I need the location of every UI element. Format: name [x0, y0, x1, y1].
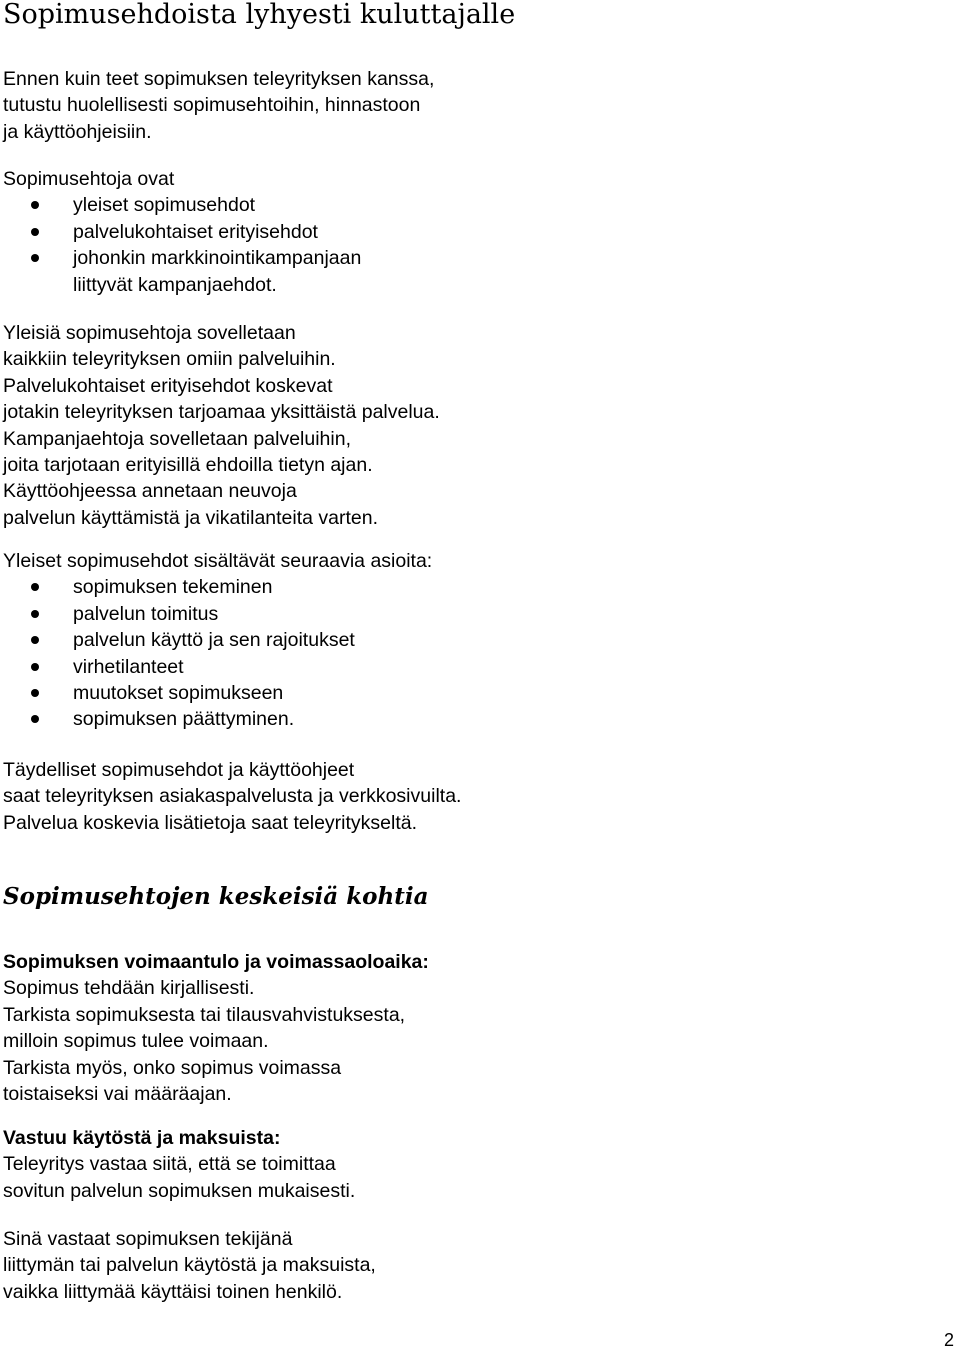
list-item: palvelukohtaiset erityisehdot	[3, 219, 361, 245]
customer-line: liittymän tai palvelun käytöstä ja maksuista,	[3, 1254, 376, 1277]
validity-line: Sopimus tehdään kirjallisesti.	[3, 977, 255, 1000]
intro-paragraph	[3, 66, 434, 145]
list-item-continuation: liittyvät kampanjaehdot.	[73, 273, 277, 296]
bullet-icon	[31, 663, 39, 671]
bullet-icon	[31, 201, 39, 209]
list-item: palvelun toimitus	[3, 601, 432, 627]
general-lead: Yleiset sopimusehdot sisältävät seuraavia asioita:	[3, 550, 433, 572]
list-item: johonkin markkinointikampanjaan	[3, 245, 361, 271]
bullet-icon	[31, 254, 39, 262]
explanation-line: Kampanjaehtoja sovelletaan palveluihin,	[3, 427, 351, 450]
list-item: muutokset sopimukseen	[3, 680, 432, 706]
liability-section	[3, 1125, 355, 1204]
customer-line: Sinä vastaat sopimuksen tekijänä	[3, 1228, 293, 1250]
liability-line: sovitun palvelun sopimuksen mukaisesti.	[3, 1179, 356, 1202]
page-number: 2	[943, 1330, 954, 1350]
list-item: virhetilanteet	[3, 654, 432, 680]
section-heading: Sopimusehtojen keskeisiä kohtia	[3, 883, 429, 910]
validity-line: Tarkista sopimuksesta tai tilausvahvistuksesta,	[3, 1003, 406, 1026]
bullet-icon	[31, 715, 39, 723]
bullet-icon	[31, 583, 39, 591]
liability-line: Teleyritys vastaa siitä, että se toimittaa	[3, 1153, 336, 1176]
document-title: Sopimusehdoista lyhyesti kuluttajalle	[3, 0, 516, 30]
validity-line: milloin sopimus tulee voimaan.	[3, 1030, 269, 1053]
intro-line: Ennen kuin teet sopimuksen teleyrityksen kanssa,	[3, 68, 435, 90]
full-terms-line: Palvelua koskevia lisätietoja saat teleyritykseltä.	[3, 811, 418, 834]
list-item: palvelun käyttö ja sen rajoitukset	[3, 627, 432, 653]
explanation-line: jotakin teleyrityksen tarjoamaa yksittäistä palvelua.	[3, 401, 440, 424]
list-item: sopimuksen tekeminen	[3, 574, 432, 600]
bullet-icon	[31, 610, 39, 618]
validity-line: Tarkista myös, onko sopimus voimassa	[3, 1056, 342, 1079]
general-terms-section	[3, 548, 432, 733]
bullet-icon	[31, 228, 39, 236]
intro-line: tutustu huolellisesti sopimusehtoihin, hinnastoon	[3, 94, 421, 117]
customer-section	[3, 1226, 376, 1305]
intro-line: ja käyttöohjeisiin.	[3, 120, 152, 143]
explanation-line: Käyttöohjeessa annetaan neuvoja	[3, 480, 297, 503]
terms-section	[3, 166, 361, 298]
explanations-paragraph	[3, 320, 440, 531]
validity-line: toistaiseksi vai määräajan.	[3, 1083, 232, 1106]
list-item: yleiset sopimusehdot	[3, 192, 361, 218]
liability-heading: Vastuu käytöstä ja maksuista:	[3, 1127, 281, 1149]
explanation-line: joita tarjotaan erityisillä ehdoilla tietyn ajan.	[3, 454, 373, 477]
terms-list	[3, 192, 361, 298]
explanation-line: kaikkiin teleyrityksen omiin palveluihin.	[3, 348, 336, 371]
full-terms-line: saat teleyrityksen asiakaspalvelusta ja verkkosivuilta.	[3, 785, 462, 808]
list-item: sopimuksen päättyminen.	[3, 706, 432, 732]
explanation-line: Yleisiä sopimusehtoja sovelletaan	[3, 322, 296, 344]
validity-heading: Sopimuksen voimaantulo ja voimassaoloaika:	[3, 951, 429, 973]
full-terms-paragraph	[3, 757, 461, 836]
explanation-line: Palvelukohtaiset erityisehdot koskevat	[3, 374, 333, 397]
validity-section	[3, 949, 429, 1107]
bullet-icon	[31, 689, 39, 697]
customer-line: vaikka liittymää käyttäisi toinen henkilö.	[3, 1280, 343, 1303]
full-terms-line: Täydelliset sopimusehdot ja käyttöohjeet	[3, 759, 355, 781]
bullet-icon	[31, 636, 39, 644]
general-terms-list	[3, 574, 432, 732]
terms-lead: Sopimusehtoja ovat	[3, 168, 175, 190]
explanation-line: palvelun käyttämistä ja vikatilanteita varten.	[3, 506, 379, 529]
